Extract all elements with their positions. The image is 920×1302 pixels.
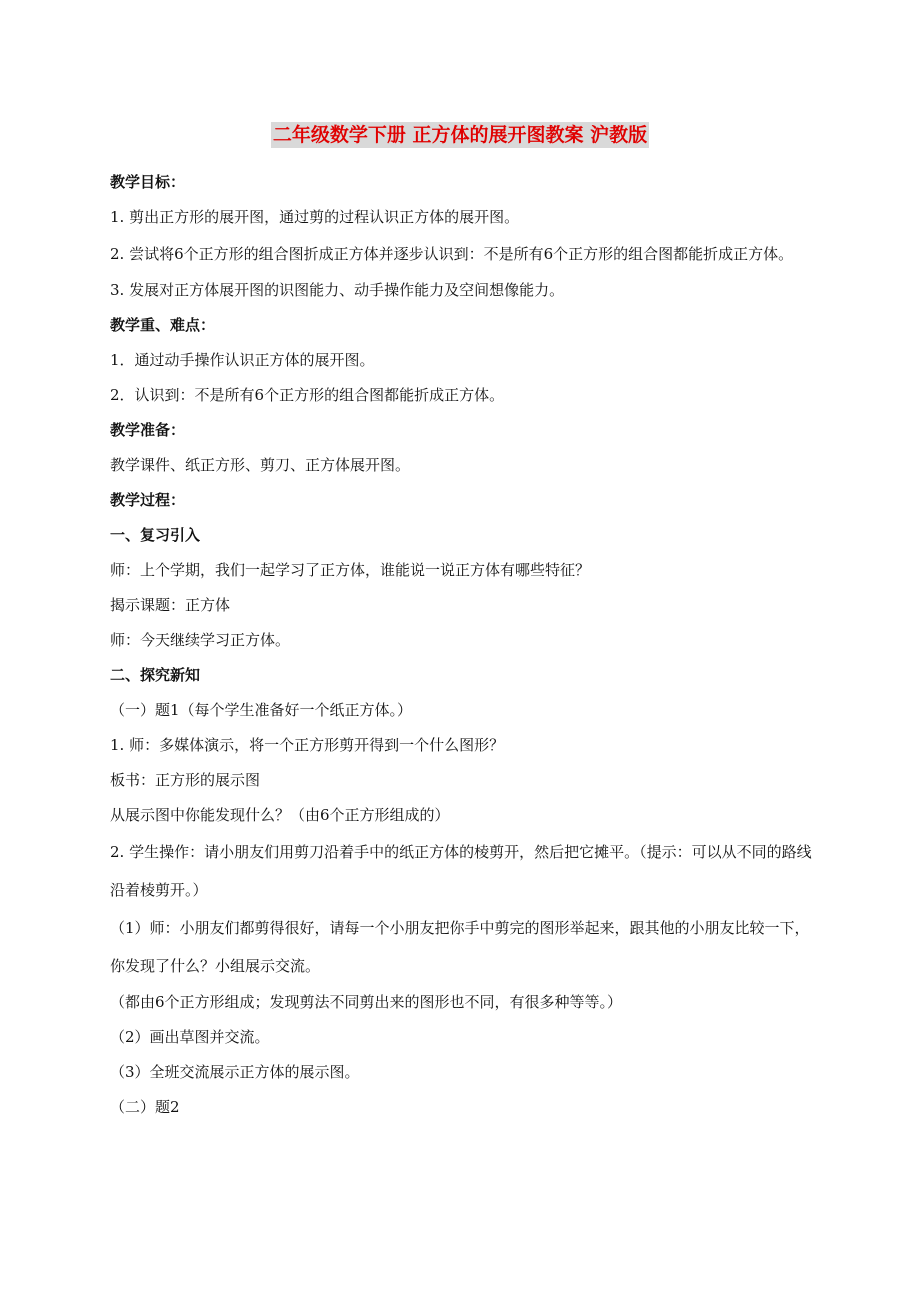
paragraph: 从展示图中你能发现什么？（由6个正方形组成的） [110,806,450,824]
paragraph: 1．通过动手操作认识正方体的展开图。 [110,351,375,369]
paragraph: 1. 剪出正方形的展开图，通过剪的过程认识正方体的展开图。 [110,208,520,226]
section-heading: 二、探究新知 [110,666,201,684]
paragraph: 3. 发展对正方体展开图的识图能力、动手操作能力及空间想像能力。 [110,281,565,299]
paragraph: （二）题2 [110,1098,180,1116]
paragraph: （都由6个正方形组成；发现剪法不同剪出来的图形也不同，有很多种等等。） [110,993,623,1011]
paragraph: （3）全班交流展示正方体的展示图。 [110,1063,360,1081]
paragraph: （一）题1（每个学生准备好一个纸正方体。） [110,701,413,719]
section-heading: 一、复习引入 [110,526,201,544]
section-heading: 教学重、难点： [110,316,216,334]
paragraph: 2．认识到：不是所有6个正方形的组合图都能折成正方体。 [110,386,505,404]
paragraph: （2）画出草图并交流。 [110,1028,270,1046]
paragraph: （1）师：小朋友们都剪得很好，请每一个小朋友把你手中剪完的图形举起来，跟其他的小朋友比较一下，你发现了什么？小组展示交流。 [110,919,810,975]
paragraph: 2. 学生操作：请小朋友们用剪刀沿着手中的纸正方体的棱剪开，然后把它摊平。（提示：可以从不同的路线沿着棱剪开。） [110,843,812,899]
paragraph: 1. 师：多媒体演示，将一个正方形剪开得到一个什么图形？ [110,736,505,754]
paragraph: 板书：正方形的展示图 [110,771,261,789]
section-heading: 教学准备： [110,421,186,439]
document-title: 二年级数学下册 正方体的展开图教案 沪教版 [272,124,648,146]
paragraph: 师：今天继续学习正方体。 [110,631,291,649]
section-heading: 教学过程： [110,491,186,509]
paragraph: 教学课件、纸正方形、剪刀、正方体展开图。 [110,456,411,474]
section-heading: 教学目标： [110,173,186,191]
paragraph: 2. 尝试将6个正方形的组合图折成正方体并逐步认识到：不是所有6个正方形的组合图都能折成正方体。 [110,245,794,263]
paragraph: 师：上个学期，我们一起学习了正方体，谁能说一说正方体有哪些特征？ [110,561,591,579]
paragraph: 揭示课题：正方体 [110,596,231,614]
document-body [110,165,820,1125]
document-title-container [0,122,920,148]
